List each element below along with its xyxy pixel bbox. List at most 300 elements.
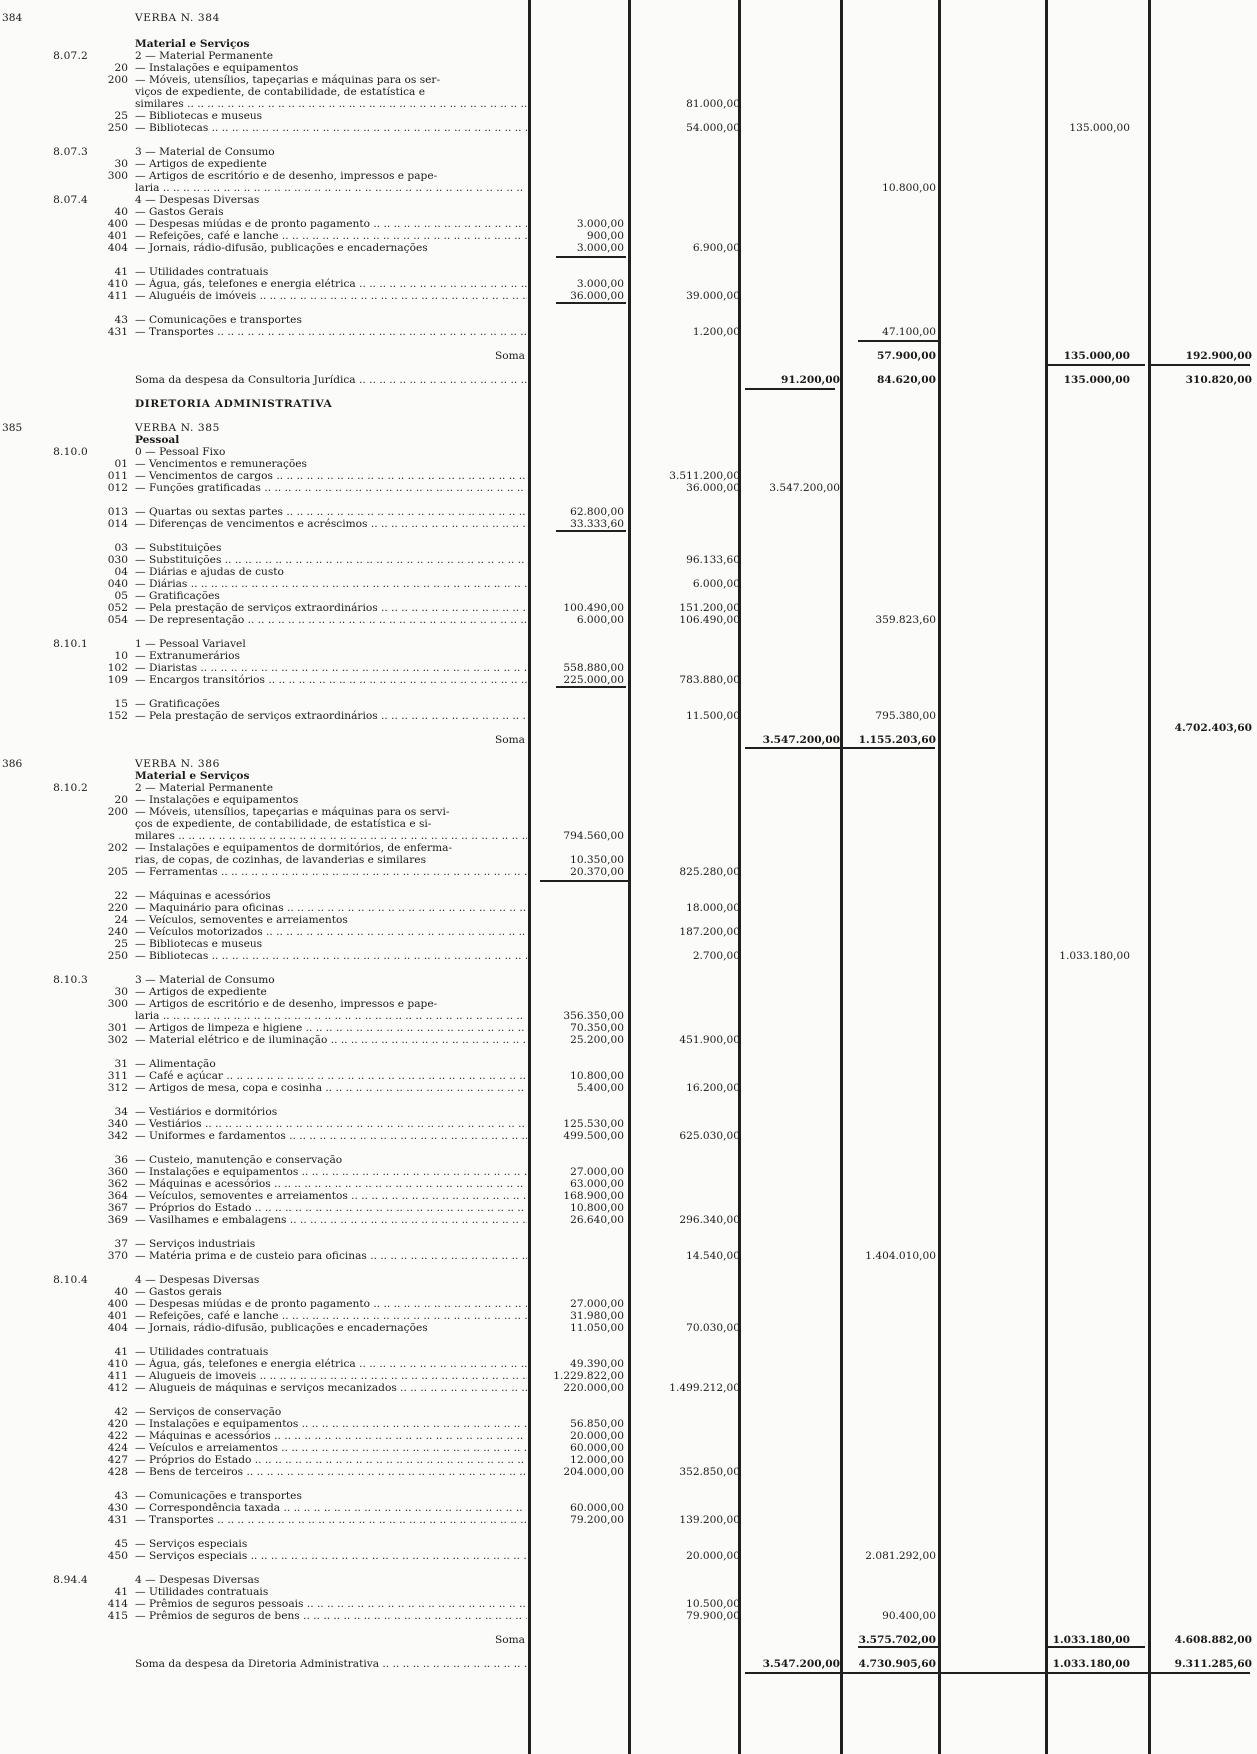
item-label: — Veículos e arreiamentos .. .. xyxy=(135,1442,527,1454)
item-label: 1 — Pessoal Variavel xyxy=(135,638,246,650)
item-code: 428 xyxy=(107,1466,128,1478)
table-row xyxy=(0,1130,1257,1142)
item-label: — Instalações e equipamentos .. .. xyxy=(135,1418,527,1430)
item-code: 37 xyxy=(114,1238,128,1250)
amount-col-1: 5.400,00 xyxy=(576,1082,624,1094)
item-code: 040 xyxy=(107,578,128,590)
amount-col-1: 12.000,00 xyxy=(570,1454,624,1466)
amount-col-1: 3.000,00 xyxy=(576,278,624,290)
table-row xyxy=(0,566,1257,578)
item-code: 431 xyxy=(107,326,128,338)
table-row xyxy=(0,86,1257,98)
table-row xyxy=(0,1238,1257,1250)
item-code: 300 xyxy=(107,170,128,182)
item-code: 410 xyxy=(107,1358,128,1370)
item-label: — Instalações e equipamentos de dormitórios, de enferma- xyxy=(135,842,453,854)
item-label: rias, de copas, de cozinhas, de lavanderias e similares xyxy=(135,854,427,866)
table-row xyxy=(0,1214,1257,1226)
amount-col-6: 135.000,00 xyxy=(1069,122,1130,134)
item-label: VERBA N. 385 xyxy=(135,422,220,434)
table-row xyxy=(0,446,1257,458)
amount-col-1: 225.000,00 xyxy=(563,674,624,686)
amount-col-2: 187.200,00 xyxy=(679,926,740,938)
item-label: — Vestiários e dormitórios xyxy=(135,1106,278,1118)
table-row xyxy=(0,830,1257,842)
item-label: — Café e açúcar .. .. xyxy=(135,1070,527,1082)
table-row xyxy=(0,890,1257,902)
table-row xyxy=(0,1286,1257,1298)
amount-col-2: 2.700,00 xyxy=(692,950,740,962)
amount-col-1: 10.350,00 xyxy=(570,854,624,866)
item-code: 410 xyxy=(107,278,128,290)
amount-col-1: 27.000,00 xyxy=(570,1298,624,1310)
amount-col-2: 36.000,00 xyxy=(686,482,740,494)
item-label: — Diárias e ajudas de custo xyxy=(135,566,284,578)
table-row xyxy=(0,326,1257,338)
item-label: 4 — Despesas Diversas xyxy=(135,194,260,206)
item-code: 205 xyxy=(107,866,128,878)
table-row xyxy=(0,1010,1257,1022)
table-row xyxy=(0,1406,1257,1418)
item-code: 250 xyxy=(107,122,128,134)
table-row xyxy=(0,854,1257,866)
table-row xyxy=(0,38,1257,50)
item-code: 240 xyxy=(107,926,128,938)
table-row xyxy=(0,206,1257,218)
table-row xyxy=(0,194,1257,206)
item-label: — Maquinário para oficinas .. .. xyxy=(135,902,527,914)
amount-col-1: 3.000,00 xyxy=(576,242,624,254)
table-row xyxy=(0,602,1257,614)
item-label: 2 — Material Permanente xyxy=(135,50,274,62)
amount-col-2: 14.540,00 xyxy=(686,1250,740,1262)
item-label: — Gastos gerais xyxy=(135,1286,222,1298)
item-code: 05 xyxy=(114,590,128,602)
table-row xyxy=(0,1082,1257,1094)
amount-col-2: 1.200,00 xyxy=(692,326,740,338)
section-code: 8.10.0 xyxy=(53,446,88,458)
item-code: 422 xyxy=(107,1430,128,1442)
table-row xyxy=(0,734,1257,746)
item-label: — Custeio, manutenção e conservação xyxy=(135,1154,343,1166)
item-label: — Gratificações xyxy=(135,698,220,710)
item-code: 200 xyxy=(107,74,128,86)
table-row xyxy=(0,482,1257,494)
item-label: Soma da despesa da Diretoria Administrativa .. .. xyxy=(135,1658,527,1670)
item-label: 4 — Despesas Diversas xyxy=(135,1574,260,1586)
item-label: — Jornais, rádio-difusão, publicações e encadernações xyxy=(135,242,428,254)
table-row xyxy=(0,1358,1257,1370)
item-label: — Serviços especiais xyxy=(135,1538,248,1550)
item-label: — Próprios do Estado .. .. xyxy=(135,1454,527,1466)
table-row xyxy=(0,182,1257,194)
item-label: — Artigos de escritório e de desenho, impressos e pape- xyxy=(135,170,438,182)
table-row xyxy=(0,266,1257,278)
amount-col-1: 33.333,60 xyxy=(570,518,624,530)
amount-col-7: 4.608.882,00 xyxy=(1174,1634,1252,1646)
subtotal-rule xyxy=(1150,364,1250,366)
table-row xyxy=(0,1166,1257,1178)
item-label: — Instalações e equipamentos xyxy=(135,794,299,806)
item-label: Soma da despesa da Consultoria Jurídica .. .. xyxy=(135,374,527,386)
amount-col-2: 1.499.212,00 xyxy=(669,1382,740,1394)
amount-col-4: 1.155.203,60 xyxy=(858,734,936,746)
item-code: 45 xyxy=(114,1538,128,1550)
item-code: 411 xyxy=(107,1370,128,1382)
amount-col-1: 499.500,00 xyxy=(563,1130,624,1142)
item-code: 301 xyxy=(107,1022,128,1034)
table-row xyxy=(0,1490,1257,1502)
table-row xyxy=(0,98,1257,110)
item-code: 20 xyxy=(114,794,128,806)
item-code: 220 xyxy=(107,902,128,914)
table-row xyxy=(0,902,1257,914)
section-code: 8.10.4 xyxy=(53,1274,88,1286)
item-code: 427 xyxy=(107,1454,128,1466)
section-code: 8.07.3 xyxy=(53,146,88,158)
amount-col-1: 20.370,00 xyxy=(570,866,624,878)
table-row xyxy=(0,770,1257,782)
table-row xyxy=(0,290,1257,302)
item-label: laria .. .. xyxy=(135,182,527,194)
item-label: — Extranumerários xyxy=(135,650,240,662)
item-label: — Prêmios de seguros de bens .. .. xyxy=(135,1610,527,1622)
subtotal-rule xyxy=(745,1672,1250,1674)
amount-col-3: 3.547.200,00 xyxy=(762,734,840,746)
item-label: — Bens de terceiros .. .. xyxy=(135,1466,527,1478)
item-code: 014 xyxy=(107,518,128,530)
table-row xyxy=(0,170,1257,182)
table-row xyxy=(0,1370,1257,1382)
table-row xyxy=(0,974,1257,986)
amount-col-2: 106.490,00 xyxy=(679,614,740,626)
amount-col-1: 220.000,00 xyxy=(563,1382,624,1394)
item-code: 404 xyxy=(107,1322,128,1334)
item-label: similares .. .. xyxy=(135,98,527,110)
amount-col-1: 204.000,00 xyxy=(563,1466,624,1478)
item-label: — Prêmios de seguros pessoais .. .. xyxy=(135,1598,527,1610)
item-label: — Diárias .. .. xyxy=(135,578,527,590)
item-label: Material e Serviços xyxy=(135,770,250,782)
amount-col-1: 10.800,00 xyxy=(570,1070,624,1082)
section-code: 8.07.2 xyxy=(53,50,88,62)
item-label: — Artigos de mesa, copa e cosinha .. .. xyxy=(135,1082,527,1094)
item-code: 424 xyxy=(107,1442,128,1454)
amount-col-4: 90.400,00 xyxy=(882,1610,936,1622)
item-label: — Utilidades contratuais xyxy=(135,1586,269,1598)
item-label: 3 — Material de Consumo xyxy=(135,146,275,158)
item-code: 312 xyxy=(107,1082,128,1094)
item-code: 41 xyxy=(114,266,128,278)
amount-col-2: 825.280,00 xyxy=(679,866,740,878)
item-code: 311 xyxy=(107,1070,128,1082)
table-row xyxy=(0,1178,1257,1190)
item-label: — Diaristas .. .. xyxy=(135,662,527,674)
item-label: — Ferramentas .. .. xyxy=(135,866,527,878)
item-code: 200 xyxy=(107,806,128,818)
table-row xyxy=(0,986,1257,998)
table-row xyxy=(0,110,1257,122)
item-label: — Material elétrico e de iluminação .. .. xyxy=(135,1034,527,1046)
amount-col-2: 11.500,00 xyxy=(686,710,740,722)
table-row xyxy=(0,1466,1257,1478)
table-row xyxy=(0,806,1257,818)
item-code: 370 xyxy=(107,1250,128,1262)
item-code: 012 xyxy=(107,482,128,494)
table-row xyxy=(0,1034,1257,1046)
table-row xyxy=(0,662,1257,674)
item-label: — Despesas miúdas e de pronto pagamento .. .. xyxy=(135,1298,527,1310)
table-row xyxy=(0,674,1257,686)
amount-col-2: 79.900,00 xyxy=(686,1610,740,1622)
table-row xyxy=(0,1610,1257,1622)
amount-col-6: 1.033.180,00 xyxy=(1059,950,1130,962)
amount-col-4: 47.100,00 xyxy=(882,326,936,338)
section-code: 8.10.3 xyxy=(53,974,88,986)
item-code: 412 xyxy=(107,1382,128,1394)
item-label: — Aluguéis de imóveis .. .. xyxy=(135,290,527,302)
item-label: — Utilidades contratuais xyxy=(135,1346,269,1358)
table-row xyxy=(0,1502,1257,1514)
subtotal-rule xyxy=(858,340,940,342)
table-row xyxy=(0,1346,1257,1358)
amount-col-1: 25.200,00 xyxy=(570,1034,624,1046)
item-code: 450 xyxy=(107,1550,128,1562)
table-row xyxy=(0,794,1257,806)
table-row xyxy=(0,1442,1257,1454)
table-row xyxy=(0,1154,1257,1166)
table-row xyxy=(0,1454,1257,1466)
item-code: 054 xyxy=(107,614,128,626)
table-row xyxy=(0,434,1257,446)
item-label: — Móveis, utensílios, tapeçarias e máquinas para os servi- xyxy=(135,806,450,818)
item-code: 411 xyxy=(107,290,128,302)
amount-col-2: 139.200,00 xyxy=(679,1514,740,1526)
item-label: Soma xyxy=(495,1634,525,1646)
item-code: 36 xyxy=(114,1154,128,1166)
table-row xyxy=(0,1058,1257,1070)
item-code: 420 xyxy=(107,1418,128,1430)
table-row xyxy=(0,938,1257,950)
amount-col-4: 1.404.010,00 xyxy=(865,1250,936,1262)
item-code: 30 xyxy=(114,158,128,170)
item-code: 362 xyxy=(107,1178,128,1190)
item-label: — Refeições, café e lanche .. .. xyxy=(135,230,527,242)
section-code: 8.10.2 xyxy=(53,782,88,794)
item-label: — Instalações e equipamentos .. .. xyxy=(135,1166,527,1178)
amount-col-1: 62.800,00 xyxy=(570,506,624,518)
table-row xyxy=(0,506,1257,518)
item-label: — Alugueis de imoveis .. .. xyxy=(135,1370,527,1382)
item-label: — Próprios do Estado .. .. xyxy=(135,1202,527,1214)
item-code: 431 xyxy=(107,1514,128,1526)
subtotal-rule xyxy=(540,880,630,882)
table-row xyxy=(0,1430,1257,1442)
item-code: 300 xyxy=(107,998,128,1010)
item-code: 22 xyxy=(114,890,128,902)
item-code: 03 xyxy=(114,542,128,554)
table-row xyxy=(0,590,1257,602)
table-row xyxy=(0,1202,1257,1214)
table-row xyxy=(0,1658,1257,1670)
item-label: — Artigos de limpeza e higiene .. .. xyxy=(135,1022,527,1034)
table-row xyxy=(0,542,1257,554)
amount-col-4: 795.380,00 xyxy=(875,710,936,722)
table-row xyxy=(0,1514,1257,1526)
table-row xyxy=(0,1550,1257,1562)
amount-col-1: 60.000,00 xyxy=(570,1502,624,1514)
amount-col-2: 20.000,00 xyxy=(686,1550,740,1562)
item-label: Soma xyxy=(495,734,525,746)
item-code: 10 xyxy=(114,650,128,662)
item-code: 34 xyxy=(114,1106,128,1118)
item-label: — Transportes .. .. xyxy=(135,1514,527,1526)
amount-col-7: 9.311.285,60 xyxy=(1174,1658,1252,1670)
item-label: — Despesas miúdas e de pronto pagamento .. .. xyxy=(135,218,527,230)
amount-col-1: 900,00 xyxy=(586,230,624,242)
amount-col-2: 3.511.200,00 xyxy=(669,470,740,482)
table-row xyxy=(0,1574,1257,1586)
item-label: — Comunicações e transportes xyxy=(135,1490,302,1502)
item-label: — Encargos transitórios .. .. xyxy=(135,674,527,686)
item-label: VERBA N. 384 xyxy=(135,12,220,24)
item-label: — Água, gás, telefones e energia elétrica .. .. xyxy=(135,1358,527,1370)
table-row xyxy=(0,1190,1257,1202)
amount-col-7: 310.820,00 xyxy=(1185,374,1252,386)
table-row xyxy=(0,242,1257,254)
table-row xyxy=(0,722,1257,734)
item-label: — Quartas ou sextas partes .. .. xyxy=(135,506,527,518)
item-label: — De representação .. .. xyxy=(135,614,527,626)
table-row xyxy=(0,710,1257,722)
amount-col-1: 3.000,00 xyxy=(576,218,624,230)
item-label: — Gratificações xyxy=(135,590,220,602)
amount-col-2: 6.900,00 xyxy=(692,242,740,254)
amount-col-2: 451.900,00 xyxy=(679,1034,740,1046)
table-row xyxy=(0,698,1257,710)
item-label: — Serviços de conservação xyxy=(135,1406,282,1418)
item-label: — Vencimentos e remunerações xyxy=(135,458,307,470)
table-row xyxy=(0,1274,1257,1286)
table-row xyxy=(0,146,1257,158)
amount-col-1: 125.530,00 xyxy=(563,1118,624,1130)
table-row xyxy=(0,578,1257,590)
item-label: viços de expediente, de contabilidade, de estatística e xyxy=(135,86,425,98)
item-code: 43 xyxy=(114,1490,128,1502)
table-row xyxy=(0,914,1257,926)
item-code: 31 xyxy=(114,1058,128,1070)
table-row xyxy=(0,1250,1257,1262)
item-label: — Móveis, utensílios, tapeçarias e máquinas para os ser- xyxy=(135,74,441,86)
item-label: — Pela prestação de serviços extraordinários .. .. xyxy=(135,602,527,614)
table-row xyxy=(0,314,1257,326)
item-code: 41 xyxy=(114,1586,128,1598)
table-row xyxy=(0,950,1257,962)
item-label: — Funções gratificadas .. .. xyxy=(135,482,527,494)
item-code: 102 xyxy=(107,662,128,674)
table-row xyxy=(0,1586,1257,1598)
amount-col-2: 39.000,00 xyxy=(686,290,740,302)
item-label: laria .. .. xyxy=(135,1010,527,1022)
table-row xyxy=(0,350,1257,362)
item-code: 41 xyxy=(114,1346,128,1358)
amount-col-1: 6.000,00 xyxy=(576,614,624,626)
item-code: 360 xyxy=(107,1166,128,1178)
item-label: — Veículos, semoventes e arreiamentos xyxy=(135,914,348,926)
item-label: — Comunicações e transportes xyxy=(135,314,302,326)
amount-col-2: 10.500,00 xyxy=(686,1598,740,1610)
amount-col-1: 558.880,00 xyxy=(563,662,624,674)
amount-col-1: 20.000,00 xyxy=(570,1430,624,1442)
amount-col-1: 49.390,00 xyxy=(570,1358,624,1370)
item-label: — Máquinas e acessórios xyxy=(135,890,271,902)
item-label: ços de expediente, de contabilidade, de estatística e si- xyxy=(135,818,432,830)
item-code: 202 xyxy=(107,842,128,854)
table-row xyxy=(0,1538,1257,1550)
item-code: 011 xyxy=(107,470,128,482)
amount-col-4: 3.575.702,00 xyxy=(858,1634,936,1646)
item-code: 400 xyxy=(107,1298,128,1310)
item-label: — Vestiários .. .. xyxy=(135,1118,527,1130)
item-code: 340 xyxy=(107,1118,128,1130)
amount-col-1: 11.050,00 xyxy=(570,1322,624,1334)
item-label: Soma xyxy=(495,350,525,362)
amount-col-4: 57.900,00 xyxy=(877,350,936,362)
subtotal-rule xyxy=(556,530,626,532)
item-label: 2 — Material Permanente xyxy=(135,782,274,794)
amount-col-2: 96.133,60 xyxy=(686,554,740,566)
amount-col-1: 1.229.822,00 xyxy=(553,1370,624,1382)
amount-col-2: 625.030,00 xyxy=(679,1130,740,1142)
item-code: 364 xyxy=(107,1190,128,1202)
table-row xyxy=(0,782,1257,794)
amount-col-4: 4.730.905,60 xyxy=(858,1658,936,1670)
table-row xyxy=(0,422,1257,434)
amount-col-1: 168.900,00 xyxy=(563,1190,624,1202)
amount-col-2: 70.030,00 xyxy=(686,1322,740,1334)
table-row xyxy=(0,842,1257,854)
item-label: — Máquinas e acessórios .. .. xyxy=(135,1178,527,1190)
item-label: — Bibliotecas e museus xyxy=(135,938,263,950)
item-label: — Alimentação xyxy=(135,1058,216,1070)
section-code: 8.10.1 xyxy=(53,638,88,650)
item-code: 30 xyxy=(114,986,128,998)
table-row xyxy=(0,818,1257,830)
item-label: — Utilidades contratuais xyxy=(135,266,269,278)
item-label: — Veículos motorizados .. .. xyxy=(135,926,527,938)
amount-col-4: 84.620,00 xyxy=(877,374,936,386)
amount-col-2: 6.000,00 xyxy=(692,578,740,590)
amount-col-1: 27.000,00 xyxy=(570,1166,624,1178)
item-label: — Jornais, rádio-difusão, publicações e encadernações xyxy=(135,1322,428,1334)
item-code: 414 xyxy=(107,1598,128,1610)
item-code: 401 xyxy=(107,1310,128,1322)
item-label: — Artigos de expediente xyxy=(135,158,267,170)
section-code: 8.94.4 xyxy=(53,1574,88,1586)
table-row xyxy=(0,1298,1257,1310)
table-row xyxy=(0,122,1257,134)
item-code: 367 xyxy=(107,1202,128,1214)
amount-col-2: 151.200,00 xyxy=(679,602,740,614)
subtotal-rule xyxy=(1045,364,1145,366)
table-row xyxy=(0,554,1257,566)
subtotal-rule xyxy=(556,302,626,304)
item-code: 04 xyxy=(114,566,128,578)
item-label: — Correspondência taxada .. .. xyxy=(135,1502,527,1514)
table-row xyxy=(0,650,1257,662)
table-row xyxy=(0,1118,1257,1130)
item-code: 152 xyxy=(107,710,128,722)
